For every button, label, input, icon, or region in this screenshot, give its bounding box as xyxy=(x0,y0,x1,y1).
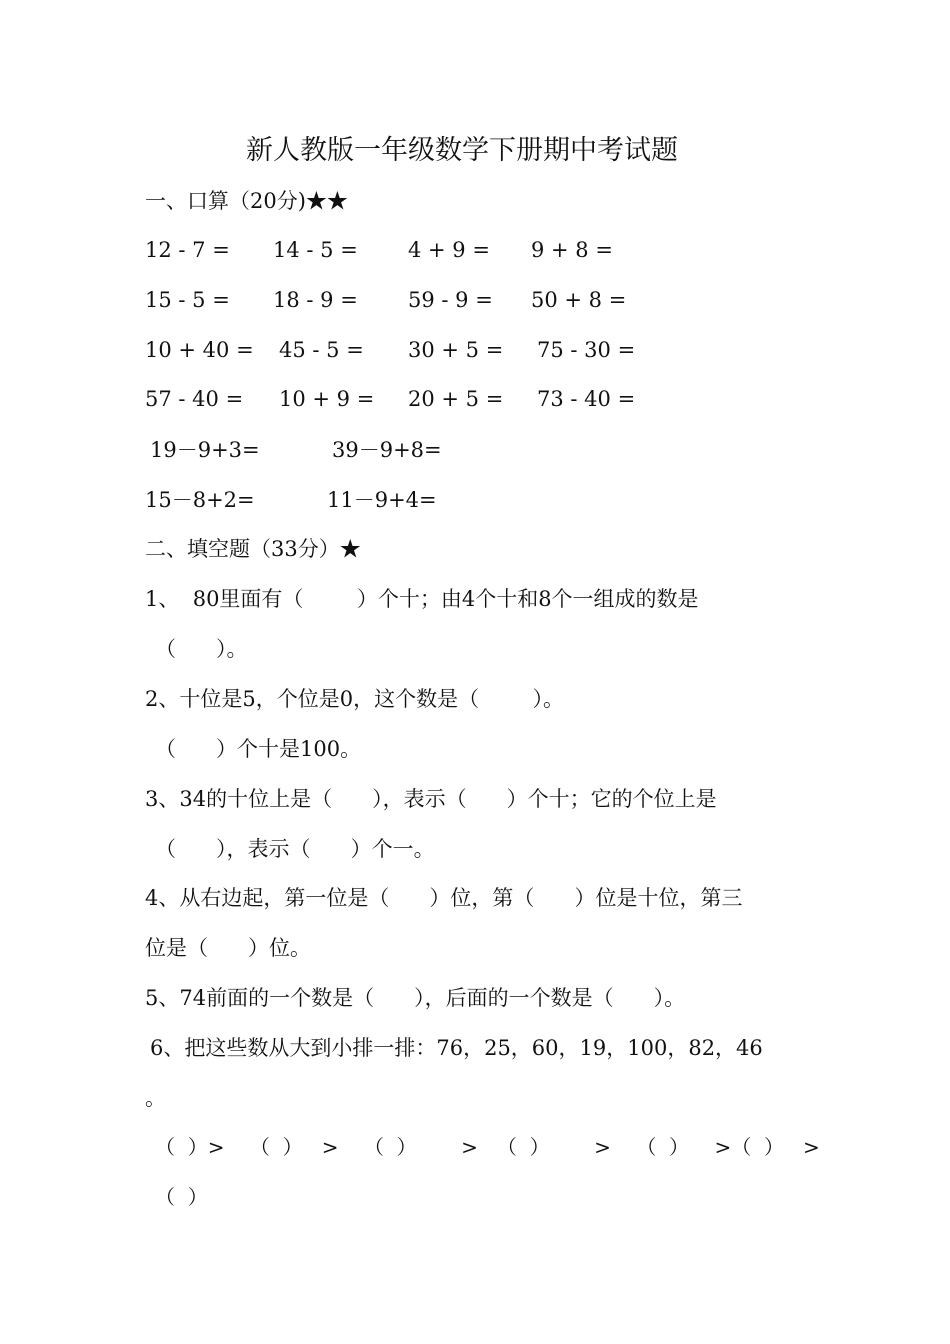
oral-problem: 18 - 9 = xyxy=(273,288,358,312)
oral-problem: 75 - 30 = xyxy=(537,338,636,362)
fill-blank-line: 5、74前面的一个数是（ ），后面的一个数是（ ）。 xyxy=(145,986,686,1010)
fill-blank-line: 。 xyxy=(145,1086,166,1110)
oral-problem: 57 - 40 = xyxy=(145,387,244,411)
fill-blank-line: （ ）。 xyxy=(155,637,248,661)
section-2-heading: 二、填空题（33分）★ xyxy=(145,537,361,561)
ordering-blanks-line: （ ）> （ ） > （ ） > （ ） > （ ） >（ ） > xyxy=(155,1135,820,1159)
ordering-blanks-line: （ ） xyxy=(155,1185,208,1209)
page-title: 新人教版一年级数学下册期中考试题 xyxy=(246,135,678,166)
fill-blank-line: 位是（ ）位。 xyxy=(145,936,312,960)
fill-blank-line: 4、从右边起，第一位是（ ）位，第（ ）位是十位，第三 xyxy=(145,886,743,910)
oral-problem: 10 + 40 = xyxy=(145,338,254,362)
oral-problem: 50 + 8 = xyxy=(531,288,627,312)
oral-problem: 30 + 5 = xyxy=(408,338,504,362)
fill-blank-line: （ ），表示（ ）个一。 xyxy=(155,837,435,861)
fill-blank-line: 1、 80里面有（ ）个十；由4个十和8个一组成的数是 xyxy=(145,587,699,611)
oral-problem: 59 - 9 = xyxy=(408,288,493,312)
oral-problem: 14 - 5 = xyxy=(273,238,358,262)
oral-problem: 20 + 5 = xyxy=(408,387,504,411)
oral-problem: 39－9+8= xyxy=(332,438,442,462)
fill-blank-line: 6、把这些数从大到小排一排：76，25，60，19，100，82，46 xyxy=(150,1036,763,1060)
oral-problem: 4 + 9 = xyxy=(408,238,490,262)
oral-problem: 45 - 5 = xyxy=(279,338,364,362)
oral-problem: 73 - 40 = xyxy=(537,387,636,411)
fill-blank-line: 2、十位是5，个位是0，这个数是（ ）。 xyxy=(145,687,564,711)
fill-blank-line: 3、34的十位上是（ ），表示（ ）个十；它的个位上是 xyxy=(145,787,717,811)
oral-problem: 11－9+4= xyxy=(327,488,437,512)
section-1-heading: 一、口算（20分)★★ xyxy=(145,189,348,213)
oral-problem: 9 + 8 = xyxy=(531,238,613,262)
oral-problem: 19－9+3= xyxy=(150,438,260,462)
oral-problem: 10 + 9 = xyxy=(279,387,375,411)
oral-problem: 15 - 5 = xyxy=(145,288,230,312)
oral-problem: 12 - 7 = xyxy=(145,238,230,262)
fill-blank-line: （ ）个十是100。 xyxy=(155,737,362,761)
oral-problem: 15－8+2= xyxy=(145,488,255,512)
